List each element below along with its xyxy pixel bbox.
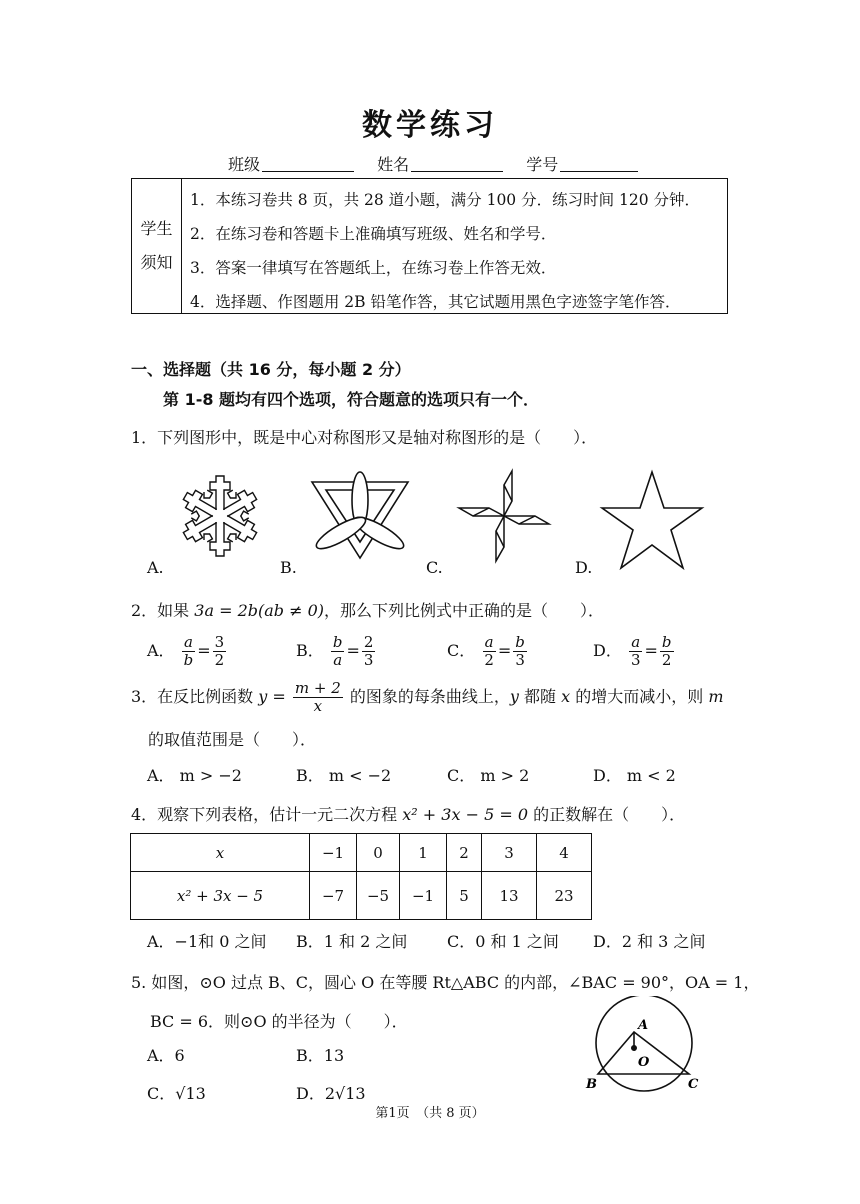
notice-item: 4．选择题、作图题用 2B 铅笔作答，其它试题用黑色字迹签字笔作答． [190, 293, 681, 311]
star-figure [596, 468, 708, 572]
q3-option-a: A． m > −2 [147, 766, 242, 785]
section-heading: 一、选择题（共 16 分，每小题 2 分） [131, 360, 411, 379]
circle-triangle-figure [582, 996, 706, 1096]
q2-condition: 3a = 2b(ab ≠ 0) [194, 601, 325, 620]
q3-option-c: C． m > 2 [447, 766, 530, 785]
point-o-label: O [638, 1055, 650, 1070]
q2-option-b: B． $\frac{b}{a}$ = $\frac{2}{3}$ [296, 633, 374, 669]
table-cell: 23 [537, 872, 592, 920]
q4-option-c: C．0 和 1 之间 [447, 932, 559, 951]
class-label: 班级 [228, 155, 261, 174]
name-blank [411, 155, 503, 172]
table-cell: −5 [357, 872, 400, 920]
table-cell: x [131, 834, 310, 872]
id-blank [560, 155, 638, 172]
table-row [131, 834, 592, 872]
notice-item: 3．答案一律填写在答题纸上，在练习卷上作答无效． [190, 259, 557, 277]
q3-option-d: D． m < 2 [593, 766, 676, 785]
q1-option-a-label: A. [147, 558, 164, 577]
q1-option-c-label: C. [426, 558, 443, 577]
q4-option-d: D．2 和 3 之间 [593, 932, 706, 951]
notice-item: 2．在练习卷和答题卡上准确填写班级、姓名和学号． [190, 225, 557, 243]
question-3-line2: 的取值范围是（ ）． [148, 730, 317, 749]
table-cell: 2 [447, 834, 482, 872]
q5-option-b: B．13 [296, 1046, 345, 1065]
point-c-label: C [688, 1077, 699, 1092]
question-4-stem: 4．观察下列表格，估计一元二次方程 x² + 3x − 5 = 0 的正数解在（ ）． [131, 805, 686, 824]
notice-items [190, 183, 700, 319]
q2-option-d: D． $\frac{a}{3}$ = $\frac{b}{2}$ [593, 633, 672, 669]
q2-option-c: C． $\frac{a}{2}$ = $\frac{b}{3}$ [447, 633, 525, 669]
section-instruction: 第 1-8 题均有四个选项，符合题意的选项只有一个． [163, 390, 540, 409]
table-cell: 1 [400, 834, 447, 872]
table-cell: −1 [310, 834, 357, 872]
page-footer: 第1页 （共 8 页） [375, 1106, 485, 1121]
table-cell: 0 [357, 834, 400, 872]
q4-option-b: B．1 和 2 之间 [296, 932, 408, 951]
table-cell: 13 [482, 872, 537, 920]
id-label: 学号 [526, 155, 559, 174]
q4-option-a: A．−1和 0 之间 [147, 932, 267, 951]
notice-item: 1．本练习卷共 8 页，共 28 道小题，满分 100 分．练习时间 120 分钟． [190, 191, 701, 209]
q1-option-d-label: D. [575, 558, 593, 577]
student-info-row [228, 152, 638, 175]
table-cell: −7 [310, 872, 357, 920]
q5-option-a: A．6 [147, 1046, 185, 1065]
class-blank [262, 155, 354, 172]
q3-option-b: B． m < −2 [296, 766, 392, 785]
q5-option-d: D．2√13 [296, 1084, 366, 1103]
table-cell: 4 [537, 834, 592, 872]
point-a-label: A [638, 1018, 649, 1033]
question-2-stem: 2．如果 3a = 2b(ab ≠ 0)，那么下列比例式中正确的是（ ）． [131, 601, 605, 620]
question-3-stem: 3．在反比例函数 y = $\frac{m + 2}{x}$ 的图象的每条曲线上，y 都随 x 的增大而减小，则 m [131, 679, 724, 715]
values-table [130, 833, 592, 920]
snowflake-figure [168, 470, 272, 562]
point-b-label: B [586, 1077, 597, 1092]
pinwheel-figure [450, 465, 558, 567]
student-notice-box [131, 178, 728, 314]
table-cell: x² + 3x − 5 [131, 872, 310, 920]
page-title: 数学练习 [362, 108, 498, 143]
q2-option-a: A． $\frac{a}{b}$ = $\frac{3}{2}$ [147, 633, 225, 669]
question-5-line2: BC = 6．则⊙O 的半径为（ ）． [150, 1012, 408, 1031]
question-1-stem: 1．下列图形中，既是中心对称图形又是轴对称图形的是（ ）． [131, 428, 598, 447]
table-row [131, 872, 592, 920]
q5-option-c: C．√13 [147, 1084, 206, 1103]
name-label: 姓名 [377, 155, 410, 174]
q1-option-b-label: B. [280, 558, 297, 577]
notice-side-label: 学生 须知 [132, 179, 182, 313]
table-cell: 5 [447, 872, 482, 920]
table-cell: −1 [400, 872, 447, 920]
question-5-line1: 5. 如图，⊙O 过点 B、C，圆心 O 在等腰 Rt△ABC 的内部，∠BAC = 90°，OA = 1， [131, 973, 760, 992]
table-cell: 3 [482, 834, 537, 872]
triangle-petals-figure [308, 470, 412, 562]
